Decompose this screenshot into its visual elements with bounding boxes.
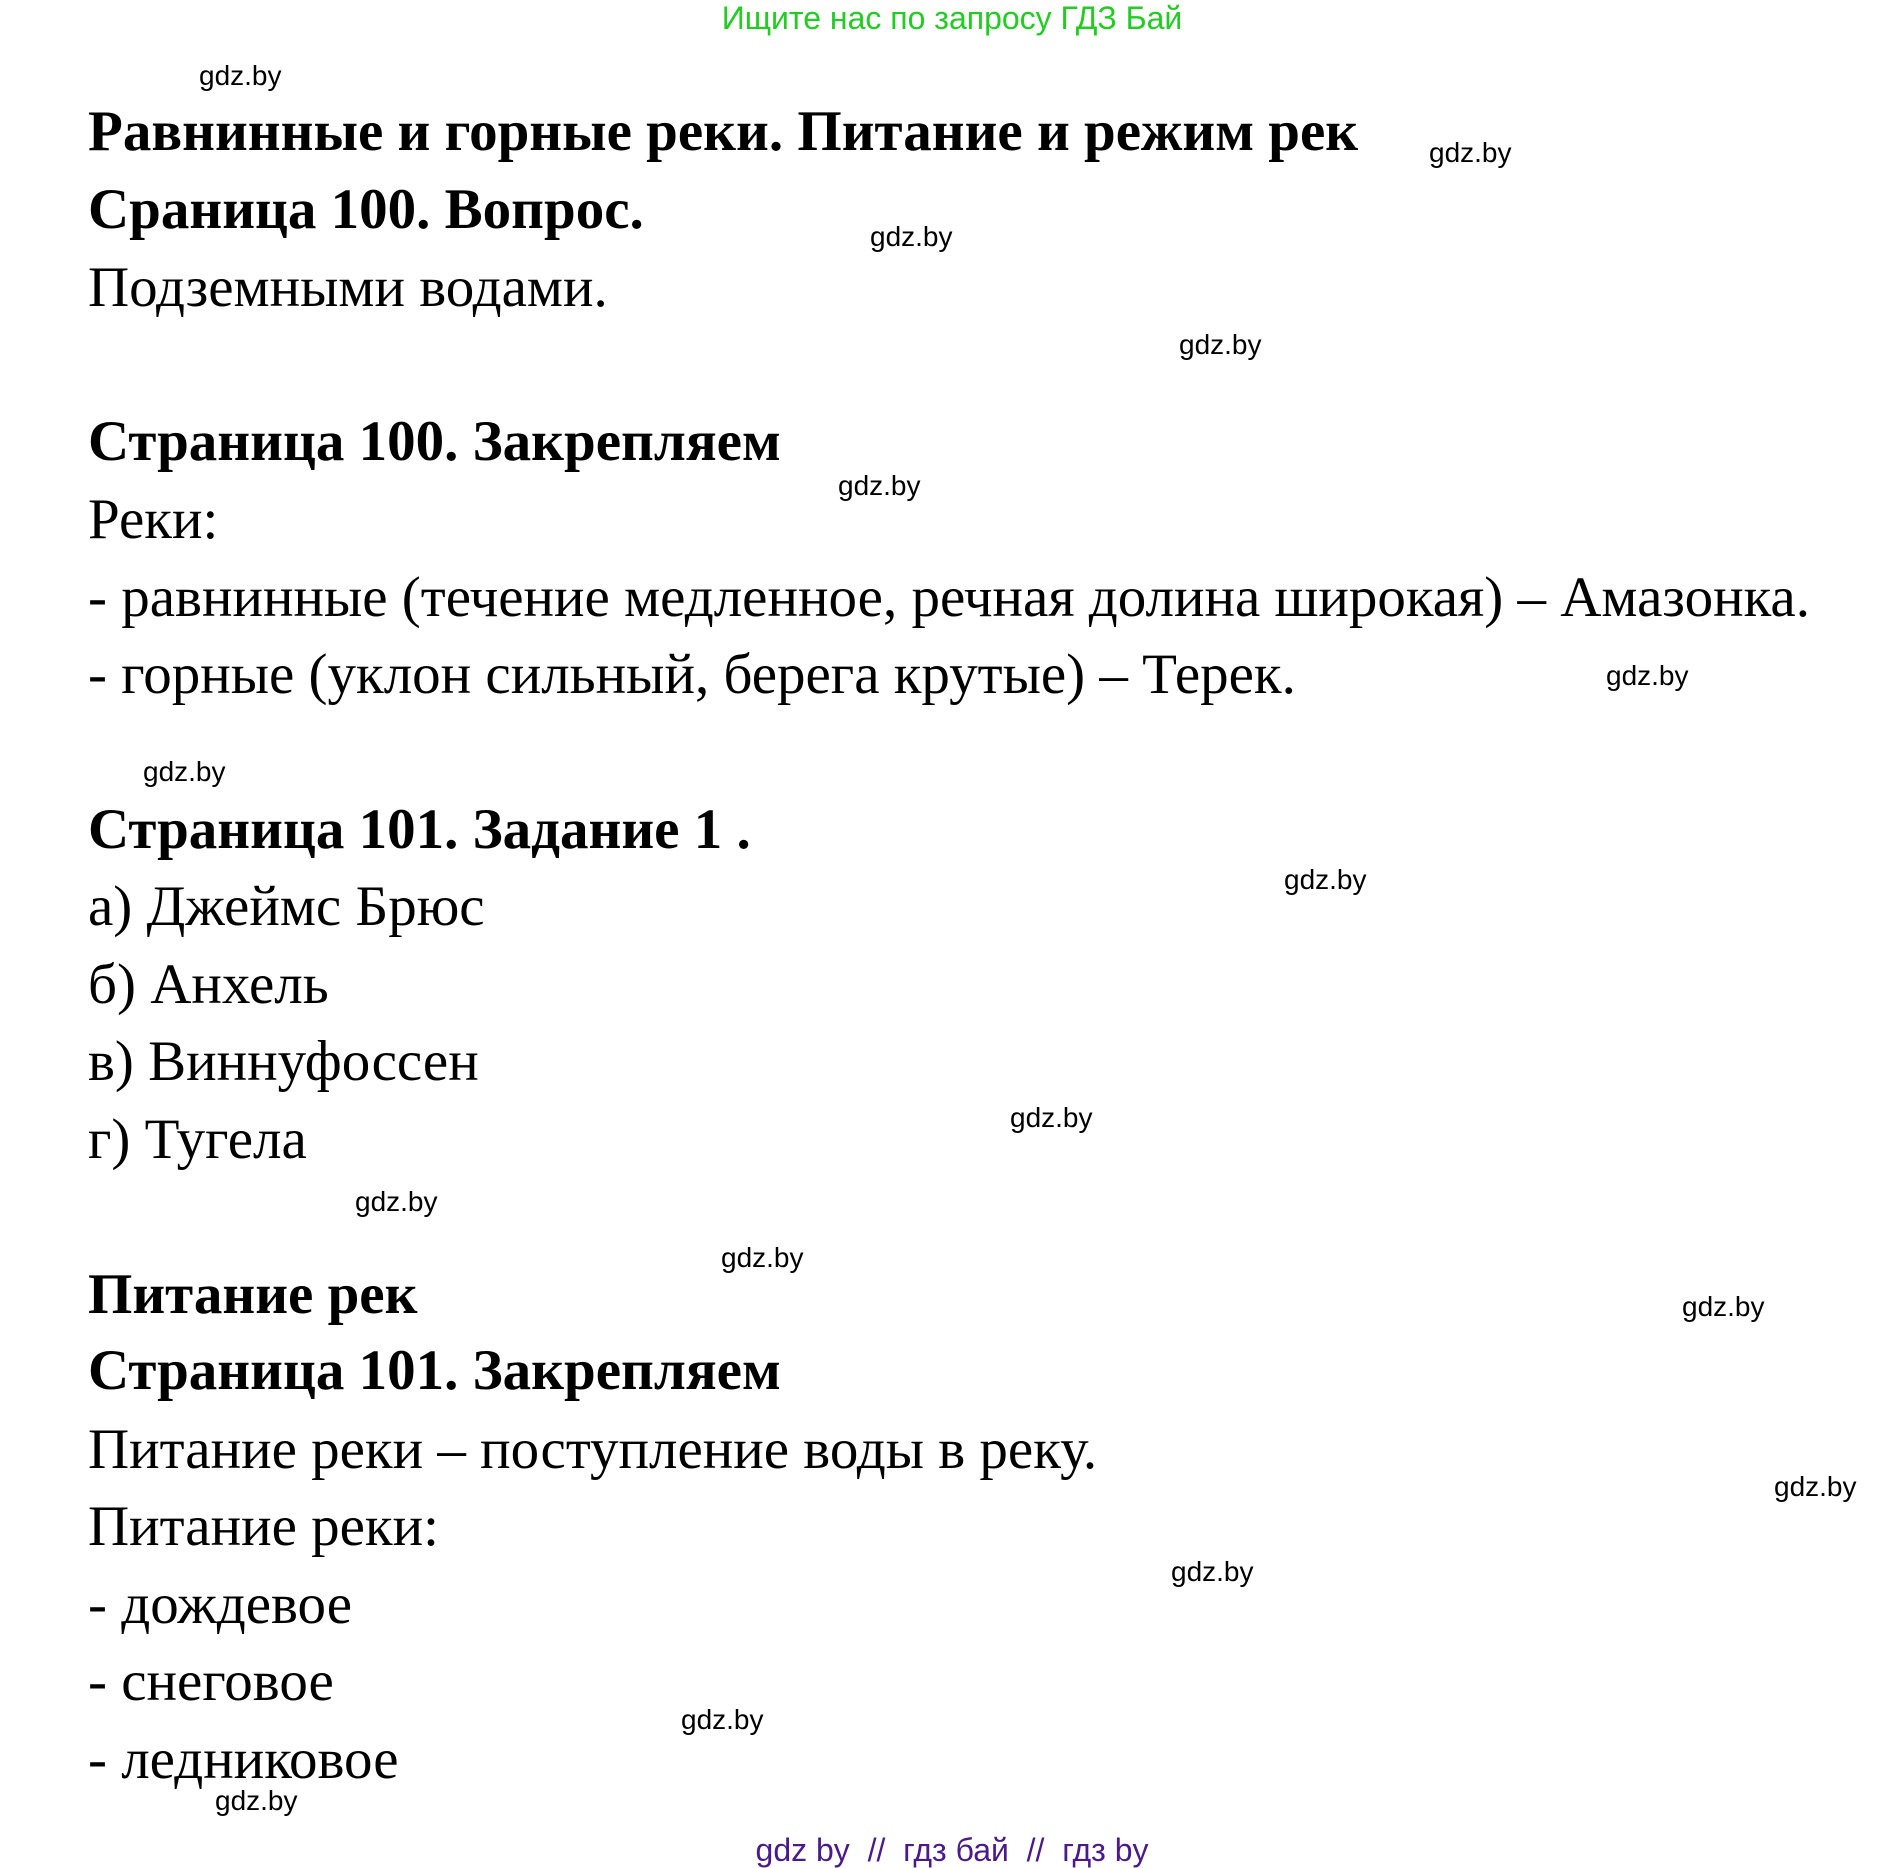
section-heading: Страница 101. Задание 1 . [88,798,751,861]
answer-text: Реки: [88,488,219,551]
watermark: gdz.by [1429,137,1512,168]
document-title: Равнинные и горные реки. Питание и режим рек [88,100,1359,163]
watermark: gdz.by [1606,660,1689,691]
watermark: gdz.by [199,60,282,91]
answer-text: в) Виннуфоссен [88,1030,479,1093]
top-banner: Ищите нас по запросу ГДЗ Бай [721,0,1183,36]
watermark: gdz.by [1284,864,1367,895]
watermark: gdz.by [215,1785,298,1816]
bottom-banner: gdz by // гдз бай // гдз by [755,1832,1149,1868]
watermark: gdz.by [870,221,953,252]
answer-text: Питание реки: [88,1495,439,1558]
section-heading: Питание рек [88,1263,418,1326]
watermark: gdz.by [143,756,226,787]
answer-text: - дождевое [88,1573,353,1636]
answer-text: - снеговое [88,1650,334,1713]
watermark: gdz.by [1682,1291,1765,1322]
answer-text: б) Анхель [88,953,329,1016]
answer-text: Питание реки – поступление воды в реку. [88,1418,1098,1481]
section-heading: Страница 101. Закрепляем [88,1339,781,1402]
answer-text: Подземными водами. [88,256,608,319]
watermark: gdz.by [838,470,921,501]
watermark: gdz.by [1010,1102,1093,1133]
watermark: gdz.by [1171,1556,1254,1587]
answer-text: г) Тугела [88,1108,307,1171]
answer-text: - ледниковое [88,1728,399,1791]
section-heading: Сраница 100. Вопрос. [88,178,644,241]
answer-text: а) Джеймс Брюс [88,875,485,938]
watermark: gdz.by [721,1242,804,1273]
answer-text: - горные (уклон сильный, берега крутые) – Терек. [88,643,1296,706]
section-heading: Страница 100. Закрепляем [88,410,781,473]
watermark: gdz.by [355,1186,438,1217]
answer-text: - равнинные (течение медленное, речная долина широкая) – Амазонка. [88,566,1810,629]
watermark: gdz.by [681,1704,764,1735]
watermark: gdz.by [1774,1471,1857,1502]
watermark: gdz.by [1179,329,1262,360]
